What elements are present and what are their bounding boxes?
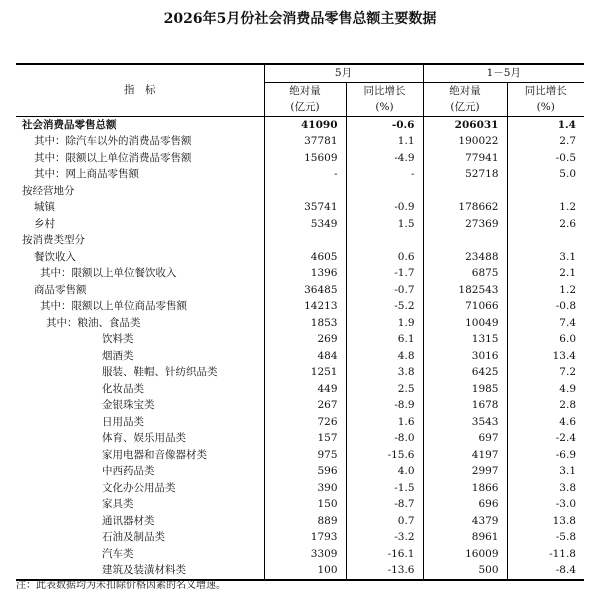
ytd-abs-cell: 10049 [423,315,507,332]
month-yoy-cell: -8.0 [346,430,423,447]
month-abs-cell: 1793 [264,529,346,546]
ytd-yoy-header [507,82,584,116]
ytd-yoy-cell: -2.4 [507,430,584,447]
ytd-abs-cell: 52718 [423,166,507,183]
month-yoy-cell: -1.7 [346,265,423,282]
month-abs-cell: 150 [264,496,346,513]
table-row [16,348,584,365]
month-abs-cell: 484 [264,348,346,365]
row-label: 中西药品类 [102,465,155,477]
abs-label: 绝对量 [289,84,321,97]
row-label: 家用电器和音像器材类 [102,448,207,461]
ytd-abs-cell: 4197 [423,447,507,464]
ytd-abs-cell: 6875 [423,265,507,282]
month-abs-cell: 37781 [264,133,346,150]
month-yoy-cell: -8.7 [346,496,423,513]
month-yoy-cell [346,183,423,200]
month-yoy-cell: 3.8 [346,364,423,381]
table-row [16,166,584,183]
table-row [16,447,584,464]
row-label: 日用品类 [102,415,144,428]
month-yoy-cell: -0.7 [346,282,423,299]
table-title: 2026年5月份社会消费品零售总额主要数据 [163,11,437,27]
month-yoy-cell: - [346,166,423,183]
table-row [16,529,584,546]
month-yoy-cell: 1.1 [346,133,423,150]
ytd-yoy-cell [507,183,584,200]
table-row [16,249,584,266]
table-row [16,298,584,315]
ytd-yoy-cell: 7.4 [507,315,584,332]
ytd-yoy-cell: 13.4 [507,348,584,365]
ytd-abs-cell: 16009 [423,546,507,563]
ytd-yoy-cell: 1.2 [507,282,584,299]
ytd-abs-cell: 500 [423,562,507,580]
row-label: 化妆品类 [102,382,144,395]
ytd-abs-cell: 1678 [423,397,507,414]
ytd-abs-cell: 23488 [423,249,507,266]
month-abs-cell: 975 [264,447,346,464]
ytd-abs-cell: 6425 [423,364,507,381]
ytd-yoy-cell: 2.1 [507,265,584,282]
table-row [16,199,584,216]
row-label: 按消费类型分 [22,234,85,246]
month-abs-cell: 1396 [264,265,346,282]
month-abs-cell: 35741 [264,199,346,216]
month-abs-cell: 449 [264,381,346,398]
month-abs-header [264,82,346,116]
ytd-yoy-cell [507,232,584,249]
table-row [16,150,584,167]
month-yoy-cell: -13.6 [346,562,423,580]
month-yoy-cell: 0.6 [346,249,423,266]
row-label: 商品零售额 [34,283,87,296]
row-label: 其中：粮油、食品类 [46,316,141,329]
month-yoy-cell: 4.8 [346,348,423,365]
table-row [16,364,584,381]
indicator-header: 指 标 [16,64,264,116]
table-row [16,183,584,200]
ytd-yoy-cell: 6.0 [507,331,584,348]
month-abs-cell [264,232,346,249]
table-row [16,480,584,497]
ytd-yoy-cell: 3.1 [507,249,584,266]
yoy-unit: (%) [375,101,394,113]
row-label: 家具类 [102,498,134,510]
month-yoy-cell: -5.2 [346,298,423,315]
row-label: 其中：限额以上单位消费品零售额 [34,151,192,164]
month-abs-cell: 726 [264,414,346,431]
month-abs-cell: 390 [264,480,346,497]
ytd-yoy-cell: 7.2 [507,364,584,381]
month-abs-cell: 4605 [264,249,346,266]
month-abs-cell: 14213 [264,298,346,315]
ytd-group-header: 1－5月 [423,64,584,82]
month-yoy-cell: -0.9 [346,199,423,216]
table-row [16,513,584,530]
table-row [16,116,584,133]
row-label: 饮料类 [102,333,134,345]
table-row [16,496,584,513]
table-row [16,265,584,282]
table-row [16,397,584,414]
month-yoy-cell: 1.6 [346,414,423,431]
ytd-yoy-cell: -6.9 [507,447,584,464]
ytd-abs-cell: 2997 [423,463,507,480]
row-label: 金银珠宝类 [102,399,155,411]
abs-unit: (亿元) [450,101,480,113]
ytd-abs-cell: 27369 [423,216,507,233]
month-abs-cell: 157 [264,430,346,447]
ytd-abs-cell: 697 [423,430,507,447]
row-label: 其中：网上商品零售额 [34,168,139,180]
ytd-abs-cell: 8961 [423,529,507,546]
row-label: 其中：限额以上单位商品零售额 [40,300,187,312]
ytd-yoy-cell: 2.6 [507,216,584,233]
ytd-abs-cell: 1315 [423,331,507,348]
ytd-yoy-cell: -8.4 [507,562,584,580]
ytd-yoy-cell: -0.5 [507,150,584,167]
month-abs-cell: 15609 [264,150,346,167]
ytd-abs-cell: 1985 [423,381,507,398]
row-label: 按经营地分 [22,184,75,197]
ytd-yoy-cell: 4.9 [507,381,584,398]
month-yoy-cell: 1.5 [346,216,423,233]
ytd-abs-cell: 77941 [423,150,507,167]
row-label: 乡村 [34,217,55,230]
table-row [16,430,584,447]
month-abs-cell: 41090 [264,116,346,133]
month-abs-cell: 5349 [264,216,346,233]
month-yoy-cell: -3.2 [346,529,423,546]
month-abs-cell: - [264,166,346,183]
abs-unit: (亿元) [290,101,320,113]
month-yoy-cell: -1.5 [346,480,423,497]
row-label: 烟酒类 [102,349,134,362]
ytd-yoy-cell: 13.8 [507,513,584,530]
ytd-abs-cell: 696 [423,496,507,513]
ytd-yoy-cell: 2.8 [507,397,584,414]
ytd-abs-cell: 4379 [423,513,507,530]
month-yoy-cell: -15.6 [346,447,423,464]
month-abs-cell: 269 [264,331,346,348]
row-label: 服装、鞋帽、针纺织品类 [102,366,218,378]
ytd-abs-cell: 182543 [423,282,507,299]
month-abs-cell: 889 [264,513,346,530]
month-abs-cell: 267 [264,397,346,414]
ytd-abs-header [423,82,507,116]
table-row [16,331,584,348]
month-yoy-header [346,82,423,116]
month-yoy-cell: -8.9 [346,397,423,414]
month-abs-cell: 596 [264,463,346,480]
month-yoy-cell: -16.1 [346,546,423,563]
retail-sales-table [16,63,584,581]
ytd-yoy-cell: 1.2 [507,199,584,216]
month-abs-cell: 1853 [264,315,346,332]
month-abs-cell: 100 [264,562,346,580]
month-yoy-cell: 0.7 [346,513,423,530]
ytd-yoy-cell: -5.8 [507,529,584,546]
yoy-label: 同比增长 [524,84,567,97]
row-label: 城镇 [34,201,55,213]
row-label: 通讯器材类 [102,514,155,527]
yoy-label: 同比增长 [363,84,406,97]
month-abs-cell: 3309 [264,546,346,563]
row-label: 社会消费品零售总额 [22,118,117,131]
ytd-abs-cell: 1866 [423,480,507,497]
table-row [16,546,584,563]
row-label: 餐饮收入 [34,250,76,263]
table-row [16,463,584,480]
month-yoy-cell: 2.5 [346,381,423,398]
ytd-yoy-cell: 1.4 [507,116,584,133]
month-yoy-cell: 4.0 [346,463,423,480]
ytd-yoy-cell: -0.8 [507,298,584,315]
month-yoy-cell [346,232,423,249]
ytd-abs-cell: 190022 [423,133,507,150]
ytd-yoy-cell: -11.8 [507,546,584,563]
ytd-yoy-cell: 4.6 [507,414,584,431]
ytd-abs-cell [423,232,507,249]
month-yoy-cell: -4.9 [346,150,423,167]
ytd-abs-cell: 3016 [423,348,507,365]
ytd-abs-cell: 3543 [423,414,507,431]
month-abs-cell: 1251 [264,364,346,381]
table-row [16,232,584,249]
ytd-abs-cell: 71066 [423,298,507,315]
table-body [16,116,584,580]
month-group-header: 5月 [264,64,423,82]
yoy-unit: (%) [536,101,555,113]
ytd-yoy-cell: 3.1 [507,463,584,480]
ytd-abs-cell: 178662 [423,199,507,216]
table-row [16,282,584,299]
month-yoy-cell: 1.9 [346,315,423,332]
ytd-abs-cell [423,183,507,200]
table-row [16,381,584,398]
table-row [16,414,584,431]
row-label: 文化办公用品类 [102,481,176,494]
ytd-yoy-cell: 2.7 [507,133,584,150]
row-label: 汽车类 [102,547,134,560]
month-abs-cell [264,183,346,200]
ytd-yoy-cell: 3.8 [507,480,584,497]
month-yoy-cell: 6.1 [346,331,423,348]
abs-label: 绝对量 [449,84,481,97]
ytd-yoy-cell: -3.0 [507,496,584,513]
table-row [16,216,584,233]
row-label: 其中：限额以上单位餐饮收入 [40,267,177,279]
month-abs-cell: 36485 [264,282,346,299]
ytd-yoy-cell: 5.0 [507,166,584,183]
footnote: 注：此表数据均为未扣除价格因素的名义增速。 [16,580,226,591]
row-label: 石油及制品类 [102,531,165,543]
table-row [16,133,584,150]
row-label: 建筑及装潢材料类 [102,564,186,576]
table-row [16,315,584,332]
month-yoy-cell: -0.6 [346,116,423,133]
row-label: 体育、娱乐用品类 [102,432,186,444]
ytd-abs-cell: 206031 [423,116,507,133]
row-label: 其中：除汽车以外的消费品零售额 [34,135,192,147]
